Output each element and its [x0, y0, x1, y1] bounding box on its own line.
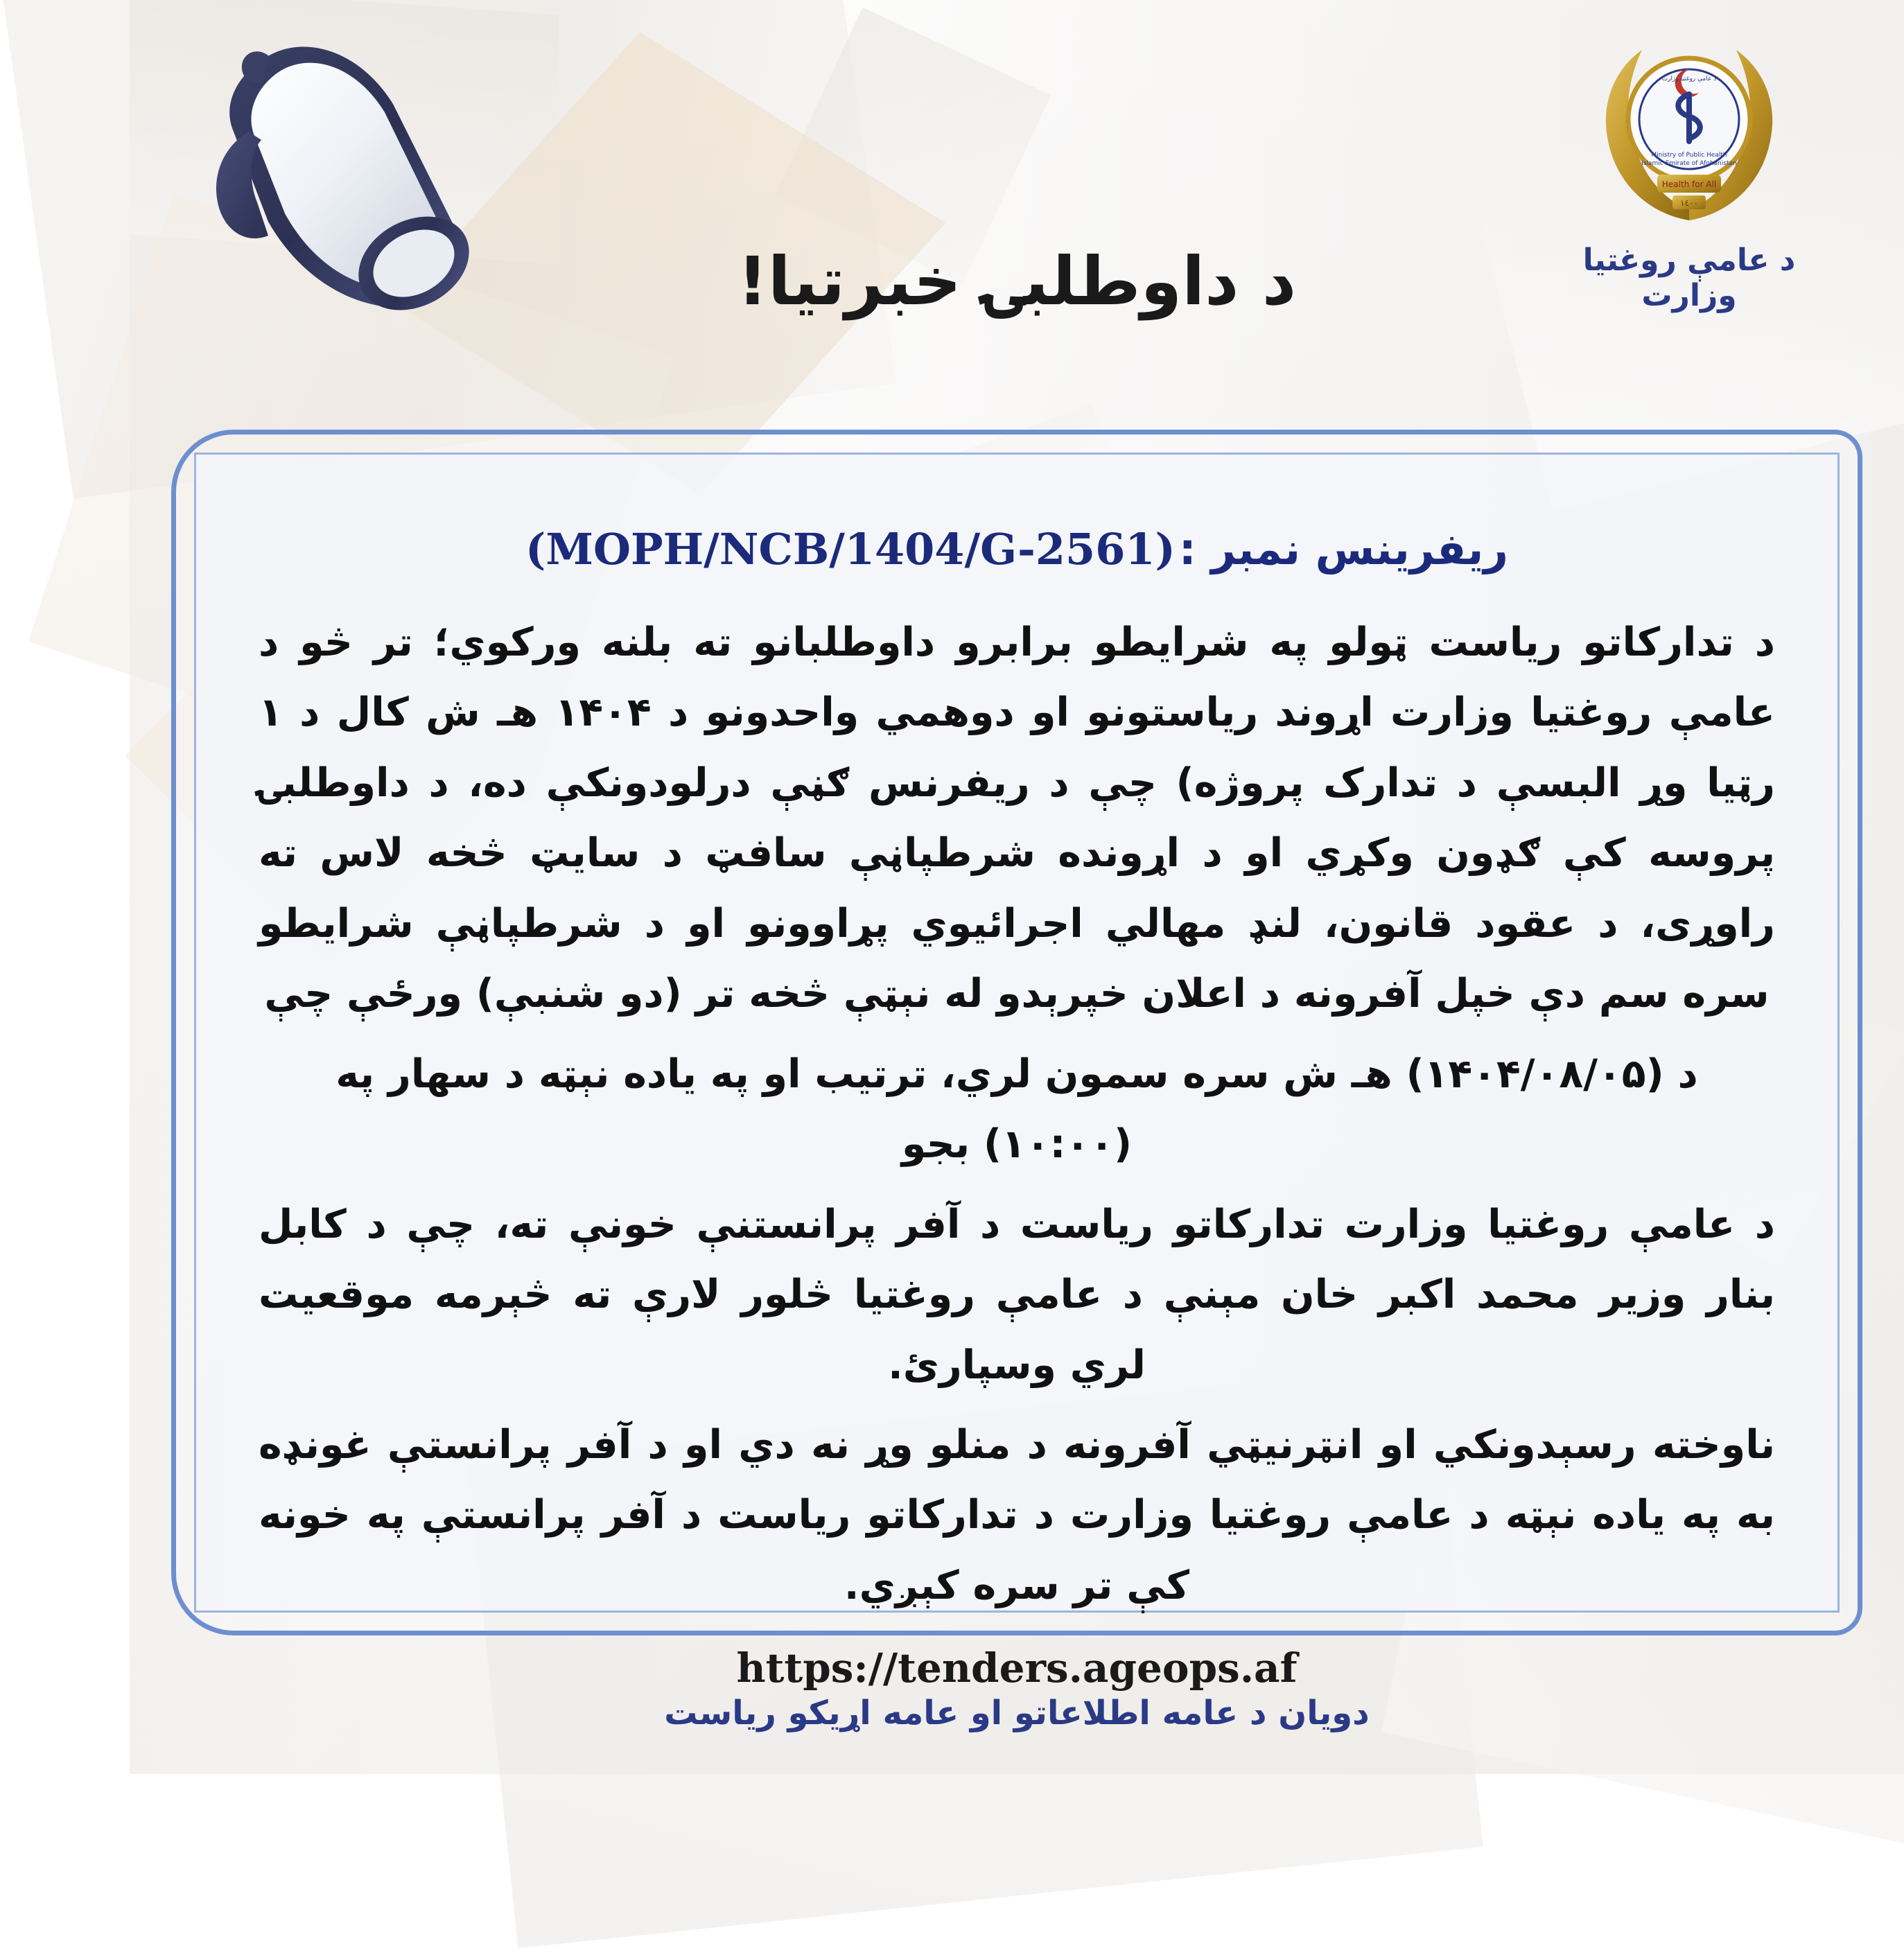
body-paragraph: ناوخته رسېدونکي او انټرنیټي آفرونه د منلو وړ نه دي او د آفر پرانستې غونډه به په یاده نېټه د عامې روغتیا وزارت د تدارکاتو ریاست د آفر پرانستې په خونه کې تر سره کېږي.	[259, 1421, 1775, 1608]
logo-caption: د عامې روغتیا وزارت	[1582, 243, 1796, 313]
reference-line	[259, 524, 1775, 574]
body-paragraph: د عامې روغتیا وزارت تدارکاتو ریاست د آفر پرانستنې خونې ته، چې د کابل بنار وزیر محمد اکبر خان مېنې د عامې روغتیا څلور لارې ته څېرمه موقعیت لري وسپارئ.	[259, 1201, 1775, 1388]
svg-text:Ministry of Public Health: Ministry of Public Health	[1651, 152, 1727, 159]
reference-number: (MOPH/NCB/1404/G-2561)	[525, 524, 1176, 574]
announcement-body	[259, 608, 1775, 1621]
body-paragraph: د (۱۴۰۴/۰۸/۰۵) هـ ش سره سمون لري، ترتیب او په یاده نېټه د سهار په (۱۰:۰۰) بجو	[335, 1051, 1698, 1168]
svg-text:١٤٠٠: ١٤٠٠	[1680, 198, 1698, 208]
svg-text:Islamic Emirate of Afghanistan: Islamic Emirate of Afghanistan	[1641, 160, 1737, 167]
svg-text:Health for All: Health for All	[1661, 179, 1717, 189]
footer-department-name: دویان د عامه اطلاعاتو او عامه اړیکو ریاست	[664, 1694, 1370, 1732]
moph-emblem-icon	[1585, 28, 1793, 236]
page-title: د داوطلبۍ خبرتیا!	[737, 243, 1297, 320]
tender-announcement-poster	[130, 0, 1904, 1774]
tender-portal-url[interactable]: https://tenders.ageops.af	[736, 1644, 1298, 1692]
announcement-card	[171, 430, 1862, 1692]
poster-header	[130, 0, 1904, 416]
poster-footer	[130, 1694, 1904, 1732]
announcement-card-inner	[194, 453, 1840, 1692]
body-paragraph: د تدارکاتو ریاست ټولو په شرایطو برابرو داوطلبانو ته بلنه ورکوي؛ تر څو د عامې روغتیا وزارت اړوند ریاستونو او دوهمي واحدونو د ۱۴۰۴ هـ ش کال د ۱ رټیا وړ البسې د تدارک پروژه) چې د ریفرنس ګڼې درلودونکې ده، د داوطلبۍ پروسه کې ګډون وکړي او د اړونده شرطپاڼې سافټ د سایټ څخه لاس ته راوړی، د عقود قانون، لنډ مهالي اجرائیوي پړاوونو او د شرطپاڼې شرایطو سره سم دې خپل آفرونه د اعلان خپرېدو له نېټې څخه تر (دو شنبې) ورځې چې	[259, 620, 1775, 1017]
svg-text:د عامې روغتیا وزارت: د عامې روغتیا وزارت	[1661, 76, 1717, 82]
ministry-logo	[1544, 28, 1835, 313]
reference-label: ریفرینس نمبر :	[1178, 524, 1508, 574]
